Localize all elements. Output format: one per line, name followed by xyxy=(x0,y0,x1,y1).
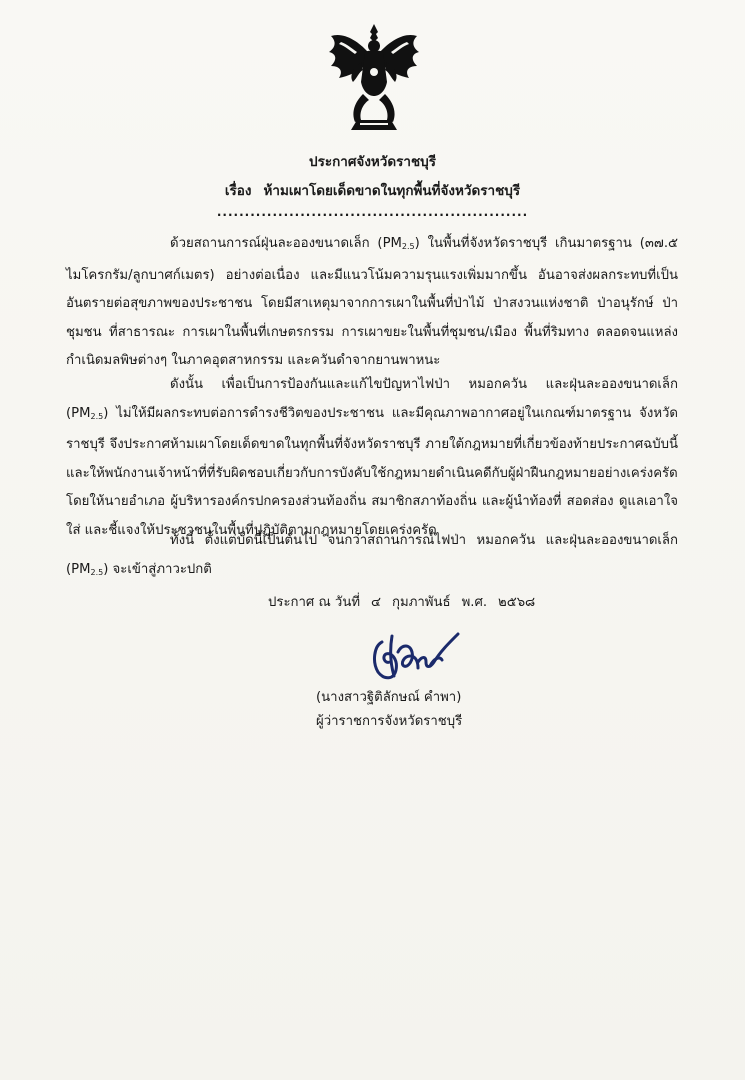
paragraph-1 xyxy=(66,230,678,376)
page-title: ประกาศจังหวัดราชบุรี xyxy=(309,154,436,170)
signer-position: ผู้ว่าราชการจังหวัดราชบุรี xyxy=(316,714,463,729)
subject-line xyxy=(0,179,745,201)
subject-label: เรื่อง xyxy=(224,183,252,199)
paragraph-1-lead: ด้วยสถานการณ์ฝุ่นละอองขนาดเล็ก (PM xyxy=(170,236,402,251)
garuda-emblem-icon xyxy=(327,22,422,134)
paragraph-1-rest: ) ในพื้นที่จังหวัดราชบุรี เกินมาตรฐาน (๓๗.๕ ไมโครกรัม/ลูกบาศก์เมตร) อย่างต่อเนื่อง และมีแนวโน้มความรุนแรงเพิ่มมากขึ้น อันอาจส่งผลกระทบที่เป็นอันตรายต่อสุขภาพของประชาชน โดยมีสาเหตุมาจากการเผาในพื้นที่ป่าไม้ ป่าสงวนแห่งชาติ ป่าอนุรักษ์ ป่าชุมชน ที่สาธารณะ การเผาในพื้นที่เกษตรกรรม การเผาขยะในพื้นที่ชุมชน/เมือง พื้นที่ริมทาง ตลอดจนแหล่งกำเนิดมลพิษต่างๆ ในภาคอุตสาหกรรม และควันดำจากยานพาหนะ xyxy=(66,236,678,369)
paragraph-2-rest: ) ไม่ให้มีผลกระทบต่อการดำรงชีวิตของประชาชน และมีคุณภาพอากาศอยู่ในเกณฑ์มาตรฐาน จังหวัดราชบุรี จึงประกาศห้ามเผาโดยเด็ดขาดในทุกพื้นที่จังหวัดราชบุรี ภายใต้กฎหมายที่เกี่ยวข้องท้ายประกาศฉบับนี้ และให้พนักงานเจ้าหน้าที่ที่รับผิดชอบเกี่ยวกับการบังคับใช้กฎหมายดำเนินคดีกับผู้ฝ่าฝืนกฎหมายอย่างเคร่งครัด โดยให้นายอำเภอ ผู้บริหารองค์กรปกครองส่วนท้องถิ่น สมาชิกสภาท้องถิ่น และผู้นำท้องที่ สอดส่อง ดูแลเอาใจใส่ และชี้แจงให้ประชาชนในพื้นที่ปฏิบัติตามกฎหมายโดยเคร่งครัด xyxy=(66,405,678,538)
pm-subscript: 2.5 xyxy=(401,242,415,251)
title-separator: ........................................................ xyxy=(216,205,529,219)
pm-subscript: 2.5 xyxy=(90,567,104,577)
date-year: ๒๕๖๘ xyxy=(498,595,536,610)
announcement-date xyxy=(268,591,546,612)
date-era: พ.ศ. xyxy=(461,595,488,610)
paragraph-3-rest: ) จะเข้าสู่ภาวะปกติ xyxy=(103,561,212,577)
paragraph-3-lead: ทั้งนี้ ตั้งแต่บัดนี้เป็นต้นไป จนกว่าสถานการณ์ไฟป่า หมอกควัน และฝุ่นละอองขนาดเล็ก (PM xyxy=(66,533,678,577)
signer-block xyxy=(316,686,462,734)
paragraph-2 xyxy=(66,371,678,546)
date-month: กุมภาพันธ์ xyxy=(392,595,451,610)
pm-subscript: 2.5 xyxy=(90,411,104,421)
date-prefix: ประกาศ ณ วันที่ xyxy=(268,595,361,610)
paragraph-3 xyxy=(66,527,678,587)
signer-name: (นางสาวฐิติลักษณ์ คำพา) xyxy=(316,690,462,705)
handwritten-signature-icon xyxy=(368,622,463,687)
date-day: ๔ xyxy=(371,595,382,610)
paragraph-2-lead: ดังนั้น เพื่อเป็นการป้องกันและแก้ไขปัญหาไฟป่า หมอกควัน และฝุ่นละอองขนาดเล็ก (PM xyxy=(66,377,678,421)
subject-text: ห้ามเผาโดยเด็ดขาดในทุกพื้นที่จังหวัดราชบุรี xyxy=(263,183,521,199)
